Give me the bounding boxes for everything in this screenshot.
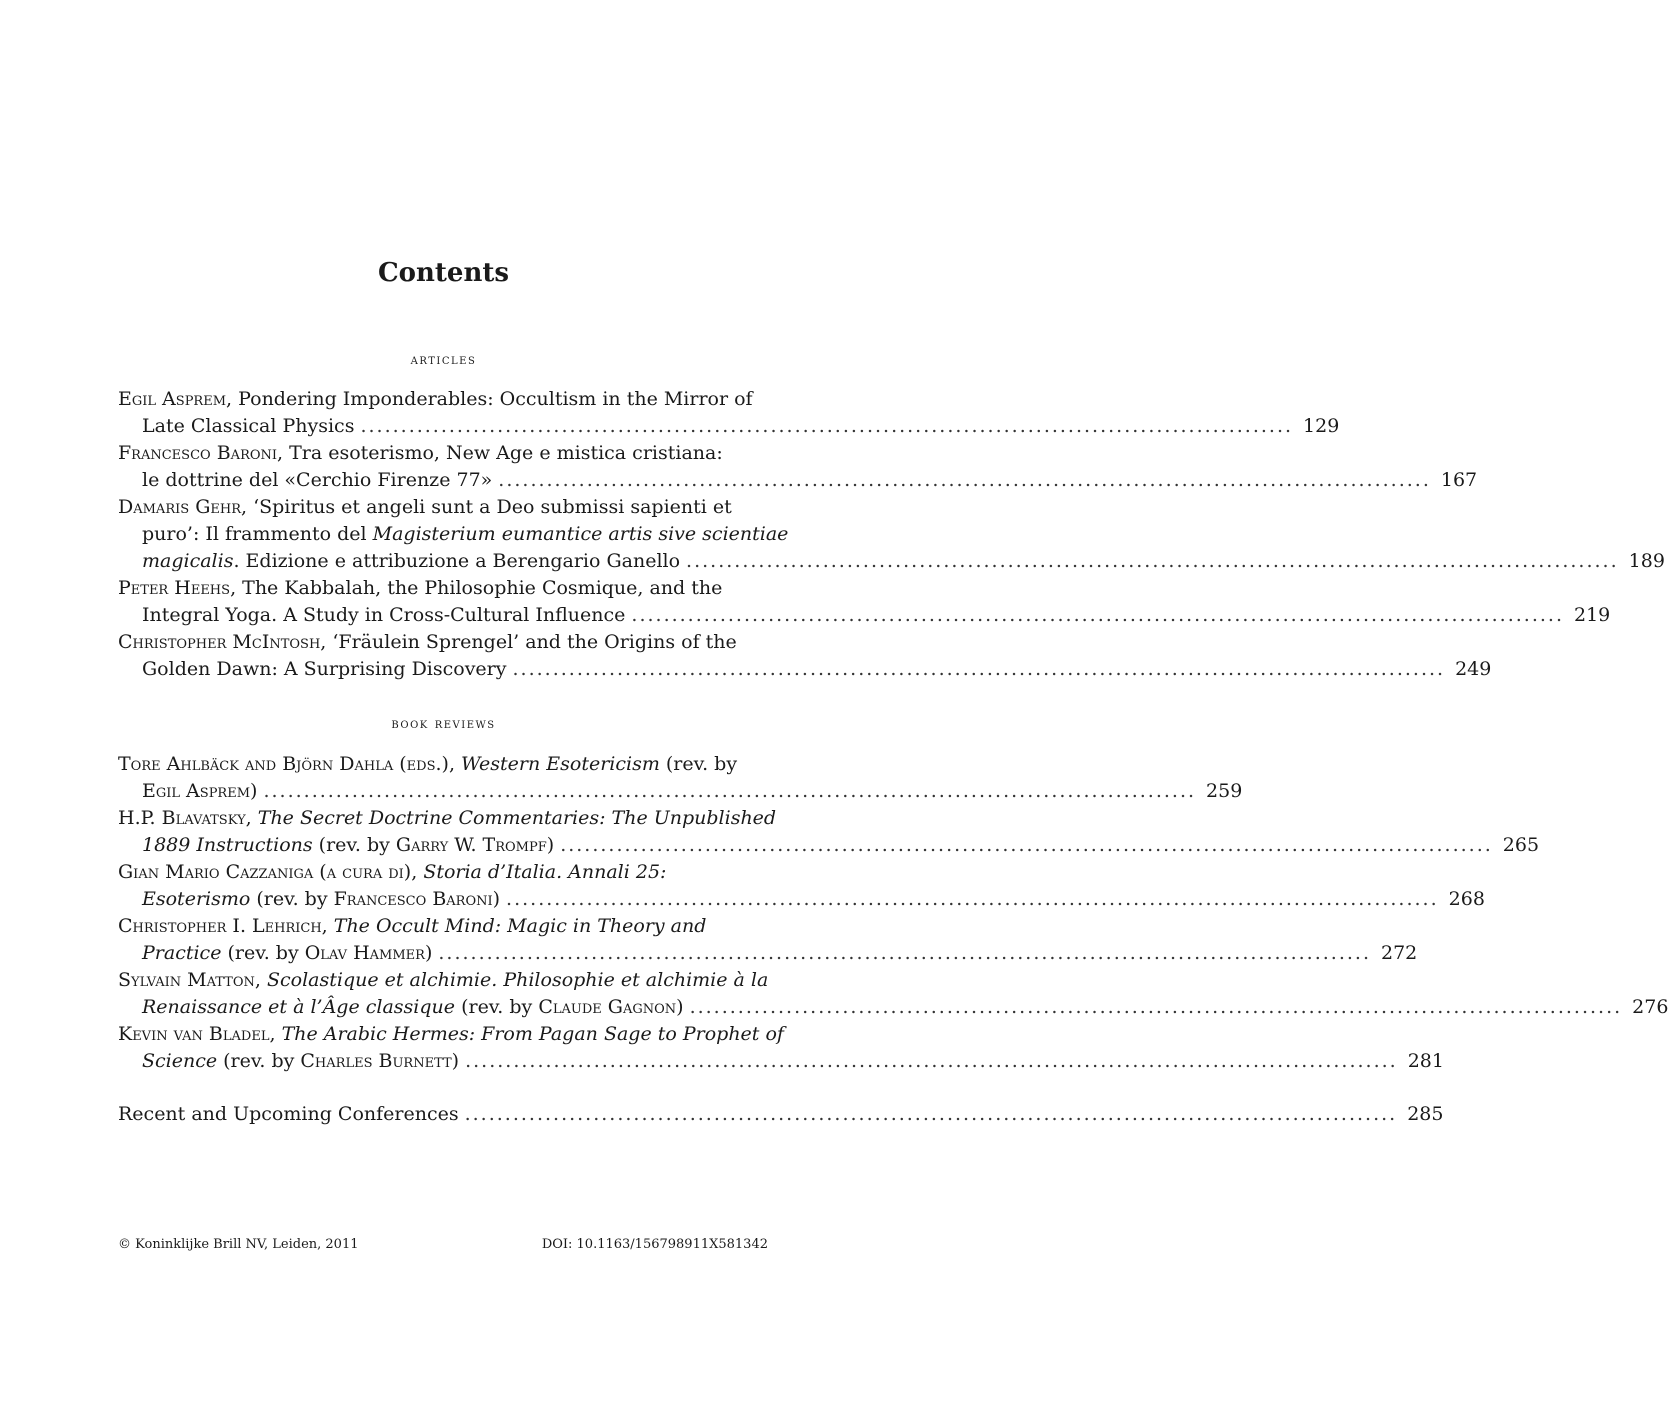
author-name: Sylvain Matton (118, 969, 255, 991)
toc-entry-ahlback[interactable]: Tore Ahlbäck and Björn Dahla (eds.), Western Esotericism (rev. by Egil Asprem) .................................................................................................................... 259 (118, 751, 768, 805)
articles-list (118, 386, 1665, 683)
page-number: 281 (1407, 1050, 1444, 1072)
reviews-heading: book reviews (391, 716, 496, 732)
toc-entry-blavatsky[interactable]: H.P. Blavatsky, The Secret Doctrine Commentaries: The Unpublished 1889 Instructions (rev. by Garry W. Trompf) .................................................................................................................... 265 (118, 805, 768, 859)
toc-entry-mcintosh[interactable]: Christopher McIntosh, ‘Fräulein Sprengel’ and the Origins of the Golden Dawn: A Surprising Discovery .................................................................................................................... 249 (118, 629, 768, 683)
page-number: 249 (1455, 658, 1492, 680)
dot-leader: .................................................................................................................... (360, 415, 1294, 437)
doi-text: DOI: 10.1163/156798911X581342 (541, 1237, 768, 1252)
toc-entry-matton[interactable]: Sylvain Matton, Scolastique et alchimie. Philosophie et alchimie à la Renaissance et à l’Âge classique (rev. by Claude Gagnon) .................................................................................................................... 276 (118, 967, 768, 1021)
dot-leader: .................................................................................................................... (263, 780, 1197, 802)
book-title: The Arabic Hermes: From Pagan Sage to Prophet of (281, 1023, 784, 1045)
toc-entry-lehrich[interactable]: Christopher I. Lehrich, The Occult Mind: Magic in Theory and Practice (rev. by Olav Hammer) .................................................................................................................... 272 (118, 913, 768, 967)
toc-entry-baroni[interactable]: Francesco Baroni, Tra esoterismo, New Age e mistica cristiana: le dottrine del «Cerchio Firenze 77» .................................................................................................................... 167 (118, 440, 768, 494)
copyright-notice: © Koninklijke Brill NV, Leiden, 2011 (118, 1237, 359, 1252)
author-name: Gian Mario Cazzaniga (a cura di) (118, 861, 412, 883)
book-title: Scolastique et alchimie. Philosophie et alchimie à la (266, 969, 769, 991)
reviewer-name: Francesco Baroni (333, 888, 493, 910)
toc-entry-gehr[interactable]: Damaris Gehr, ‘Spiritus et angeli sunt a Deo submissi sapienti et puro’: Il frammento del Magisterium eumantice artis sive scientiae magicalis. Edizione e attribuzione a Berengario Ganello .................................................................................................................... 189 (118, 494, 768, 575)
book-title: The Secret Doctrine Commentaries: The Unpublished (257, 807, 777, 829)
page-number: 189 (1628, 550, 1665, 572)
author-name: H.P. Blavatsky (118, 807, 246, 829)
toc-entry-cazzaniga[interactable]: Gian Mario Cazzaniga (a cura di), Storia d’Italia. Annali 25: Esoterismo (rev. by Francesco Baroni) .................................................................................................................... 268 (118, 859, 768, 913)
reviewer-name: Garry W. Trompf (395, 834, 547, 856)
toc-entry-van-bladel[interactable]: Kevin van Bladel, The Arabic Hermes: From Pagan Sage to Prophet of Science (rev. by Charles Burnett) .................................................................................................................... 281 (118, 1021, 768, 1075)
page-number: 129 (1303, 415, 1340, 437)
reviewer-name: Olav Hammer (304, 942, 425, 964)
author-name: Tore Ahlbäck and Björn Dahla (eds.) (118, 753, 449, 775)
book-title: Storia d’Italia. Annali 25: (423, 861, 667, 883)
book-title: The Occult Mind: Magic in Theory and (333, 915, 707, 937)
page-number: 268 (1448, 888, 1485, 910)
articles-heading: articles (410, 352, 477, 368)
toc-entry-heehs[interactable]: Peter Heehs, The Kabbalah, the Philosophie Cosmique, and the Integral Yoga. A Study in Cross-Cultural Influence .................................................................................................................... 219 (118, 575, 768, 629)
reviewer-name: Charles Burnett (300, 1050, 452, 1072)
dot-leader: .................................................................................................................... (512, 658, 1446, 680)
dot-leader: .................................................................................................................... (560, 834, 1493, 856)
dot-leader: .................................................................................................................... (438, 942, 1371, 964)
page-number: 167 (1440, 469, 1478, 491)
dot-leader: .................................................................................................................... (464, 1103, 1398, 1125)
author-name: Damaris Gehr (118, 496, 241, 518)
page-number: 276 (1632, 996, 1668, 1018)
page-number: 265 (1502, 834, 1540, 856)
book-title: Western Esotericism (461, 753, 660, 775)
conferences-section (118, 1101, 1444, 1128)
dot-leader: .................................................................................................................... (689, 996, 1623, 1018)
author-name: Christopher McIntosh (118, 631, 321, 653)
author-name: Egil Asprem (118, 388, 227, 410)
page-number: 272 (1380, 942, 1418, 964)
page-number: 285 (1407, 1103, 1444, 1125)
page-title: Contents (377, 258, 510, 288)
author-name: Kevin van Bladel (118, 1023, 270, 1045)
author-name: Francesco Baroni (118, 442, 278, 464)
dot-leader: .................................................................................................................... (631, 604, 1564, 626)
dot-leader: .................................................................................................................... (465, 1050, 1398, 1072)
reviewer-name: Claude Gagnon (538, 996, 677, 1018)
dot-leader: .................................................................................................................... (686, 550, 1619, 572)
toc-entry-conferences[interactable]: Recent and Upcoming Conferences .................................................................................................................... 285 (118, 1101, 768, 1128)
dot-leader: .................................................................................................................... (498, 469, 1431, 491)
author-name: Christopher I. Lehrich (118, 915, 322, 937)
page-number: 219 (1574, 604, 1611, 626)
reviews-list (118, 751, 1668, 1075)
page-footer (118, 1237, 768, 1252)
author-name: Peter Heehs (118, 577, 231, 599)
reviewer-name: Egil Asprem (142, 780, 251, 802)
toc-entry-asprem[interactable]: Egil Asprem, Pondering Imponderables: Occultism in the Mirror of Late Classical Physics .................................................................................................................... 129 (118, 386, 768, 440)
page-number: 259 (1206, 780, 1243, 802)
dot-leader: .................................................................................................................... (506, 888, 1439, 910)
